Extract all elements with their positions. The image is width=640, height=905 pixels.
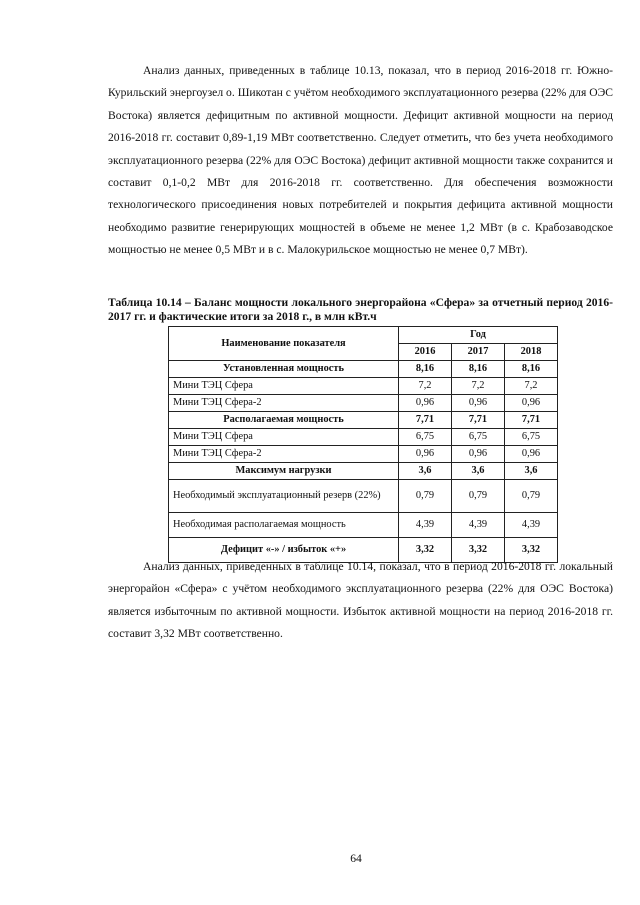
cell-value: 3,32	[399, 538, 452, 563]
cell-value: 3,32	[505, 538, 558, 563]
cell-value: 0,79	[505, 480, 558, 513]
page-number: 64	[350, 852, 362, 865]
cell-value: 3,6	[399, 463, 452, 480]
row-label: Установленная мощность	[169, 361, 399, 378]
cell-value: 4,39	[505, 513, 558, 538]
cell-value: 0,96	[452, 395, 505, 412]
cell-value: 3,6	[505, 463, 558, 480]
table-row	[169, 361, 558, 378]
cell-value: 7,71	[505, 412, 558, 429]
table-row	[169, 378, 558, 395]
cell-value: 7,2	[505, 378, 558, 395]
table-row	[169, 446, 558, 463]
row-label: Мини ТЭЦ Сфера	[169, 378, 399, 395]
table-caption: Таблица 10.14 – Баланс мощности локального энергорайона «Сфера» за отчетный период 2016-2017 гг. и фактические итоги за 2018 г., в млн кВт.ч	[108, 296, 613, 323]
cell-value: 8,16	[452, 361, 505, 378]
cell-value: 0,96	[452, 446, 505, 463]
cell-value: 7,2	[452, 378, 505, 395]
cell-value: 8,16	[505, 361, 558, 378]
row-label: Необходимый эксплуатационный резерв (22%)	[169, 480, 399, 513]
row-label: Мини ТЭЦ Сфера-2	[169, 446, 399, 463]
cell-value: 6,75	[505, 429, 558, 446]
table-row	[169, 513, 558, 538]
cell-value: 6,75	[452, 429, 505, 446]
table-row	[169, 480, 558, 513]
header-year-2017: 2017	[452, 344, 505, 361]
paragraph-2-text: Анализ данных, приведенных в таблице 10.14, показал, что в период 2016-2018 гг. локальный энергорайон «Сфера» с учётом необходимого эксплуатационного резерва (22% для ОЭС Востока) является избыточным по активной мощности. Избыток активной мощности на период 2016-2018 гг. составит 3,32 МВт соответственно.	[108, 560, 613, 641]
cell-value: 7,71	[452, 412, 505, 429]
table-row	[169, 412, 558, 429]
paragraph-analysis-10-14	[108, 556, 613, 646]
cell-value: 0,96	[399, 395, 452, 412]
cell-value: 0,79	[399, 480, 452, 513]
row-label: Дефицит «-» / избыток «+»	[169, 538, 399, 563]
header-year: Год	[399, 327, 558, 344]
row-label: Необходимая располагаемая мощность	[169, 513, 399, 538]
row-label: Максимум нагрузки	[169, 463, 399, 480]
cell-value: 0,96	[505, 395, 558, 412]
cell-value: 6,75	[399, 429, 452, 446]
header-year-2018: 2018	[505, 344, 558, 361]
cell-value: 7,2	[399, 378, 452, 395]
cell-value: 3,32	[452, 538, 505, 563]
power-balance-table	[168, 326, 558, 563]
table-row	[169, 463, 558, 480]
table-row	[169, 395, 558, 412]
paragraph-1-text: Анализ данных, приведенных в таблице 10.13, показал, что в период 2016-2018 гг. Южно-Курильский энергоузел о. Шикотан с учётом необходимого эксплуатационного резерва (22% для ОЭС Востока) является дефицитным по активной мощности. Дефицит активной мощности на период 2016-2018 гг. составит 0,89-1,19 МВт соответственно. Следует отметить, что без учета необходимого эксплуатационного резерва (22% для ОЭС Востока) дефицит активной мощности также сохранится и составит 0,1-0,2 МВт для 2016-2018 гг. соответственно. Для обеспечения возможности технологического присоединения новых потребителей и покрытия дефицита активной мощности необходимо развитие генерирующих мощностей в объеме не менее 1,2 МВт (в с. Крабозаводское мощностью не менее 0,5 МВт и в с. Малокурильское мощностью не менее 0,7 МВт).	[108, 64, 613, 257]
row-label: Мини ТЭЦ Сфера	[169, 429, 399, 446]
paragraph-analysis-10-13	[108, 60, 613, 262]
cell-value: 7,71	[399, 412, 452, 429]
row-label: Мини ТЭЦ Сфера-2	[169, 395, 399, 412]
header-indicator-name: Наименование показателя	[169, 327, 399, 361]
cell-value: 4,39	[399, 513, 452, 538]
cell-value: 8,16	[399, 361, 452, 378]
cell-value: 3,6	[452, 463, 505, 480]
cell-value: 0,96	[505, 446, 558, 463]
cell-value: 0,79	[452, 480, 505, 513]
cell-value: 4,39	[452, 513, 505, 538]
header-year-2016: 2016	[399, 344, 452, 361]
table-row	[169, 429, 558, 446]
row-label: Располагаемая мощность	[169, 412, 399, 429]
cell-value: 0,96	[399, 446, 452, 463]
